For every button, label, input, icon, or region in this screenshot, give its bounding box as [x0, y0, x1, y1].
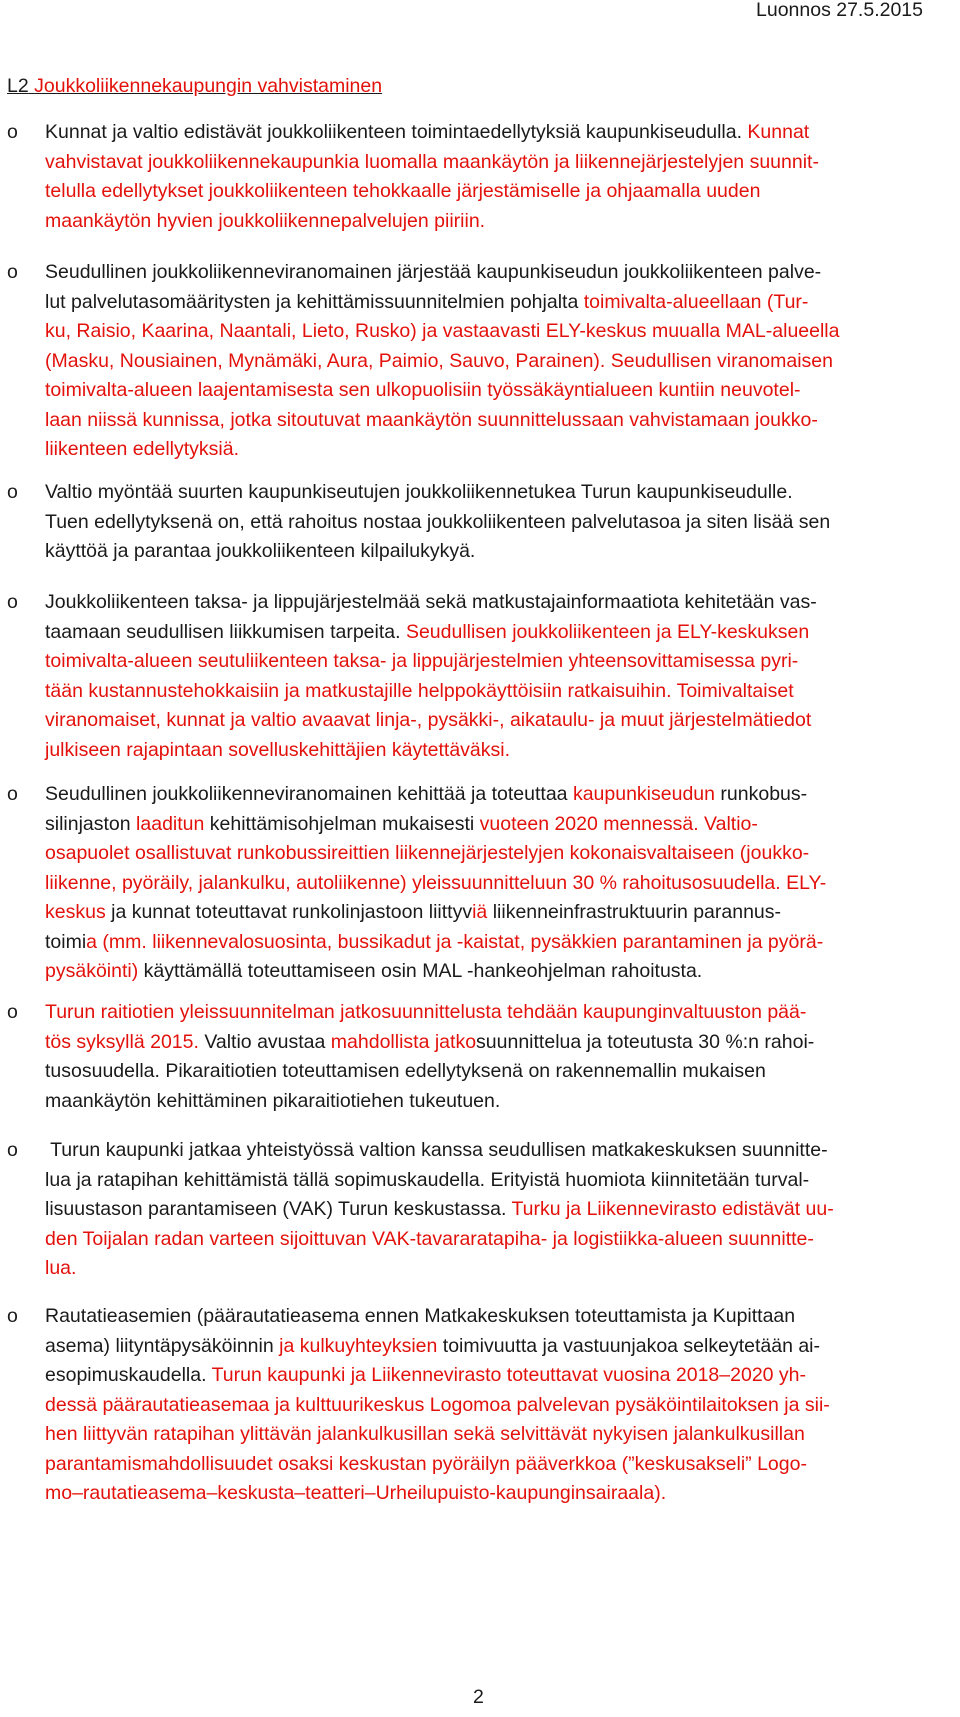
text-line: [45, 1057, 950, 1087]
highlighted-text: pysäköinti): [45, 960, 139, 982]
section-heading: [7, 75, 382, 98]
highlighted-text: hen liittyvän ratapihan ylittävän jalankulkusillan sekä selvittävät nykyisen jalankulkusillan: [45, 1423, 805, 1445]
text-line: [45, 588, 950, 618]
text-line: [45, 537, 950, 567]
highlighted-text: Turun raitiotien yleissuunnitelman jatkosuunnittelusta tehdään kaupunginvaltuuston pää-: [45, 1001, 807, 1023]
body-text: ja kunnat toteuttavat runkolinjastoon liittyv: [105, 901, 473, 923]
text-line: [45, 1087, 950, 1117]
text-line: [45, 288, 950, 318]
list-item-text: [45, 118, 950, 236]
highlighted-text: kaupunkiseudun: [572, 783, 715, 805]
body-text: runkobus-: [715, 783, 808, 805]
body-text: Kunnat ja valtio edistävät joukkoliikenteen toimintaedellytyksiä kaupunkiseudulla.: [45, 121, 748, 143]
highlighted-text: dessä päärautatieasemaa ja kulttuurikeskus Logomoa palvelevan pysäköintilaitoksen ja sii-: [45, 1393, 830, 1416]
body-text: lut palvelutasomääritysten ja kehittämissuunnitelmien pohjalta: [45, 290, 584, 313]
highlighted-text: parantamismahdollisuudet osaksi keskustan pyöräilyn pääverkkoa (”keskusakseli” Logo-: [45, 1452, 807, 1475]
highlighted-text: a (mm. liikennevalosuosinta, bussikadut ja -kaistat, pysäkkien parantaminen ja pyörä-: [86, 930, 824, 953]
body-text: lisuustason parantamiseen (VAK) Turun keskustassa.: [45, 1198, 512, 1220]
text-line: [45, 780, 950, 810]
body-text: Seudullinen joukkoliikenneviranomainen kehittää ja toteuttaa: [45, 783, 573, 805]
bullet-marker: o: [7, 121, 18, 143]
bullet-marker: o: [7, 1305, 18, 1327]
highlighted-text: liikenteen edellytyksiä.: [45, 438, 240, 460]
highlighted-text: Seudullisen joukkoliikenteen ja ELY-keskuksen: [405, 620, 810, 643]
body-text: käyttöä ja parantaa joukkoliikenteen kilpailukykyä.: [45, 540, 476, 562]
text-line: [45, 148, 950, 178]
bullet-marker: o: [7, 1001, 18, 1023]
body-text: asema) liityntäpysäköinnin: [45, 1334, 280, 1357]
text-line: [45, 869, 950, 899]
text-line: [45, 1225, 950, 1255]
section-number: L2: [7, 75, 29, 97]
list-item-text: [45, 588, 950, 765]
text-line: [45, 1195, 950, 1225]
text-line: [45, 1420, 950, 1450]
text-line: [45, 677, 950, 707]
highlighted-text: viranomaiset, kunnat ja valtio avaavat linja-, pysäkki-, aikataulu- ja muut järjestelmätiedot: [45, 709, 812, 731]
highlighted-text: keskus: [45, 901, 106, 923]
body-text: Tuen edellytyksenä on, että rahoitus nostaa joukkoliikenteen palvelutasoa ja siten lisää sen: [45, 510, 831, 533]
highlighted-text: den Toijalan radan varteen sijoittuvan VAK-tavararatapiha- ja logistiikka-alueen suunnitte-: [45, 1227, 814, 1250]
text-line: [45, 647, 950, 677]
body-text: Valtio myöntää suurten kaupunkiseutujen joukkoliikennetukea Turun kaupunkiseudulle.: [45, 481, 793, 503]
list-item-text: [45, 478, 950, 567]
text-line: [45, 957, 950, 987]
document-date: Luonnos 27.5.2015: [756, 0, 923, 21]
highlighted-text: tös syksyllä 2015.: [45, 1030, 199, 1053]
highlighted-text: maankäytön hyvien joukkoliikennepalvelujen piiriin.: [45, 209, 486, 232]
text-line: [45, 618, 950, 648]
body-text: tusosuudella. Pikaraitiotien toteuttamisen edellytyksenä on rakennemallin mukaisen: [45, 1060, 766, 1082]
highlighted-text: Turun kaupunki ja Liikennevirasto toteuttavat vuosina 2018–2020 yh-: [211, 1364, 807, 1386]
highlighted-text: vuoteen 2020 mennessä. Valtio-: [479, 812, 758, 835]
highlighted-text: ja kulkuyhteyksien: [279, 1334, 438, 1357]
section-title: Joukkoliikennekaupungin vahvistaminen: [34, 75, 383, 97]
list-item-text: [45, 780, 950, 987]
bullet-marker: o: [7, 783, 18, 805]
text-line: [45, 1166, 950, 1196]
text-line: [45, 118, 950, 148]
bullet-marker: o: [7, 591, 18, 613]
body-text: suunnittelua ja toteutusta 30 %:n rahoi-: [476, 1030, 815, 1053]
highlighted-text: Kunnat: [747, 121, 810, 143]
text-line: [45, 839, 950, 869]
text-line: [45, 376, 950, 406]
text-line: [45, 1136, 950, 1166]
body-text: toimi: [45, 930, 87, 953]
text-line: [45, 435, 950, 465]
list-item-text: [45, 998, 950, 1116]
body-text: taamaan seudullisen liikkumisen tarpeita.: [45, 620, 406, 643]
highlighted-text: toimivalta-alueen laajentamisesta sen ulkopuolisiin työssäkäyntialueen kuntiin neuvotel-: [45, 379, 801, 401]
bullet-marker: o: [7, 481, 18, 503]
text-line: [45, 1028, 950, 1058]
body-text: Valtio avustaa: [198, 1030, 331, 1053]
text-line: [45, 508, 950, 538]
highlighted-text: lua.: [45, 1257, 77, 1279]
text-line: [45, 1391, 950, 1421]
text-line: [45, 1479, 950, 1509]
body-text: liikenneinfrastruktuurin parannus-: [487, 901, 782, 923]
highlighted-text: iä: [472, 901, 488, 923]
body-text: maankäytön kehittäminen pikaraitiotiehen tukeutuen.: [45, 1089, 501, 1112]
text-line: [45, 1361, 950, 1391]
text-line: [45, 736, 950, 766]
highlighted-text: Turku ja Liikennevirasto edistävät uu-: [511, 1198, 834, 1220]
highlighted-text: mahdollista jatko: [330, 1030, 477, 1053]
text-line: [45, 1450, 950, 1480]
bullet-marker: o: [7, 1139, 18, 1161]
highlighted-text: liikenne, pyöräily, jalankulku, autoliikenne) yleissuunnitteluun 30 % rahoitusosuudella. ELY-: [45, 871, 827, 894]
body-text: Joukkoliikenteen taksa- ja lippujärjestelmää sekä matkustajainformaatiota kehitetään vas-: [45, 591, 817, 613]
text-line: [45, 317, 950, 347]
highlighted-text: toimivalta-alueellaan (Tur-: [583, 290, 809, 313]
text-line: [45, 347, 950, 377]
body-text: toimivuutta ja vastuunjakoa selkeytetään ai-: [437, 1334, 821, 1357]
text-line: [45, 478, 950, 508]
highlighted-text: telulla edellytykset joukkoliikenteen tehokkaalle järjestämiselle ja ohjaamalla uuden: [45, 180, 761, 202]
body-text: lua ja ratapihan kehittämistä tällä sopimuskaudella. Erityistä huomiota kiinnitetään turval-: [45, 1168, 810, 1191]
text-line: [45, 207, 950, 237]
highlighted-text: julkiseen rajapintaan sovelluskehittäjien käytettäväksi.: [45, 738, 511, 761]
list-item-text: [45, 1302, 950, 1509]
highlighted-text: mo–rautatieasema–keskusta–teatteri–Urheilupuisto-kaupunginsairaala).: [45, 1482, 667, 1504]
body-text: silinjaston: [45, 812, 137, 835]
body-text: Turun kaupunki jatkaa yhteistyössä valtion kanssa seudullisen matkakeskuksen suunnitte-: [45, 1139, 828, 1161]
highlighted-text: toimivalta-alueen seutuliikenteen taksa- ja lippujärjestelmien yhteensovittamisessa pyri-: [45, 650, 799, 672]
body-text: kehittämisohjelman mukaisesti: [204, 812, 480, 835]
highlighted-text: laaditun: [136, 812, 205, 835]
text-line: [45, 258, 950, 288]
text-line: [45, 1332, 950, 1362]
text-line: [45, 1302, 950, 1332]
highlighted-text: laan niissä kunnissa, jotka sitoutuvat maankäytön suunnittelussaan vahvistamaan joukko-: [45, 408, 818, 431]
text-line: [45, 177, 950, 207]
page-number: 2: [473, 1686, 484, 1708]
text-line: [45, 810, 950, 840]
highlighted-text: tään kustannustehokkaisiin ja matkustajille helppokäyttöisiin ratkaisuihin. Toimivaltaiset: [45, 679, 794, 702]
body-text: esopimuskaudella.: [45, 1364, 212, 1386]
body-text: käyttämällä toteuttamiseen osin MAL -hankeohjelman rahoitusta.: [138, 960, 703, 982]
text-line: [45, 706, 950, 736]
highlighted-text: vahvistavat joukkoliikennekaupunkia luomalla maankäytön ja liikennejärjestelyjen suunnit-: [45, 150, 819, 173]
bullet-marker: o: [7, 261, 18, 283]
text-line: [45, 406, 950, 436]
body-text: Rautatieasemien (päärautatieasema ennen Matkakeskuksen toteuttamista ja Kupittaan: [45, 1305, 796, 1327]
body-text: Seudullinen joukkoliikenneviranomainen järjestää kaupunkiseudun joukkoliikenteen palve-: [45, 261, 822, 283]
list-item-text: [45, 1136, 950, 1284]
highlighted-text: osapuolet osallistuvat runkobussireittien liikennejärjestelyjen kokonaisvaltaiseen (joukko-: [45, 842, 810, 864]
highlighted-text: (Masku, Nousiainen, Mynämäki, Aura, Paimio, Sauvo, Parainen). Seudullisen viranomaisen: [45, 349, 833, 372]
list-item-text: [45, 258, 950, 465]
text-line: [45, 1254, 950, 1284]
text-line: [45, 928, 950, 958]
highlighted-text: ku, Raisio, Kaarina, Naantali, Lieto, Rusko) ja vastaavasti ELY-keskus muualla MAL-alueella: [45, 320, 840, 342]
text-line: [45, 998, 950, 1028]
text-line: [45, 898, 950, 928]
